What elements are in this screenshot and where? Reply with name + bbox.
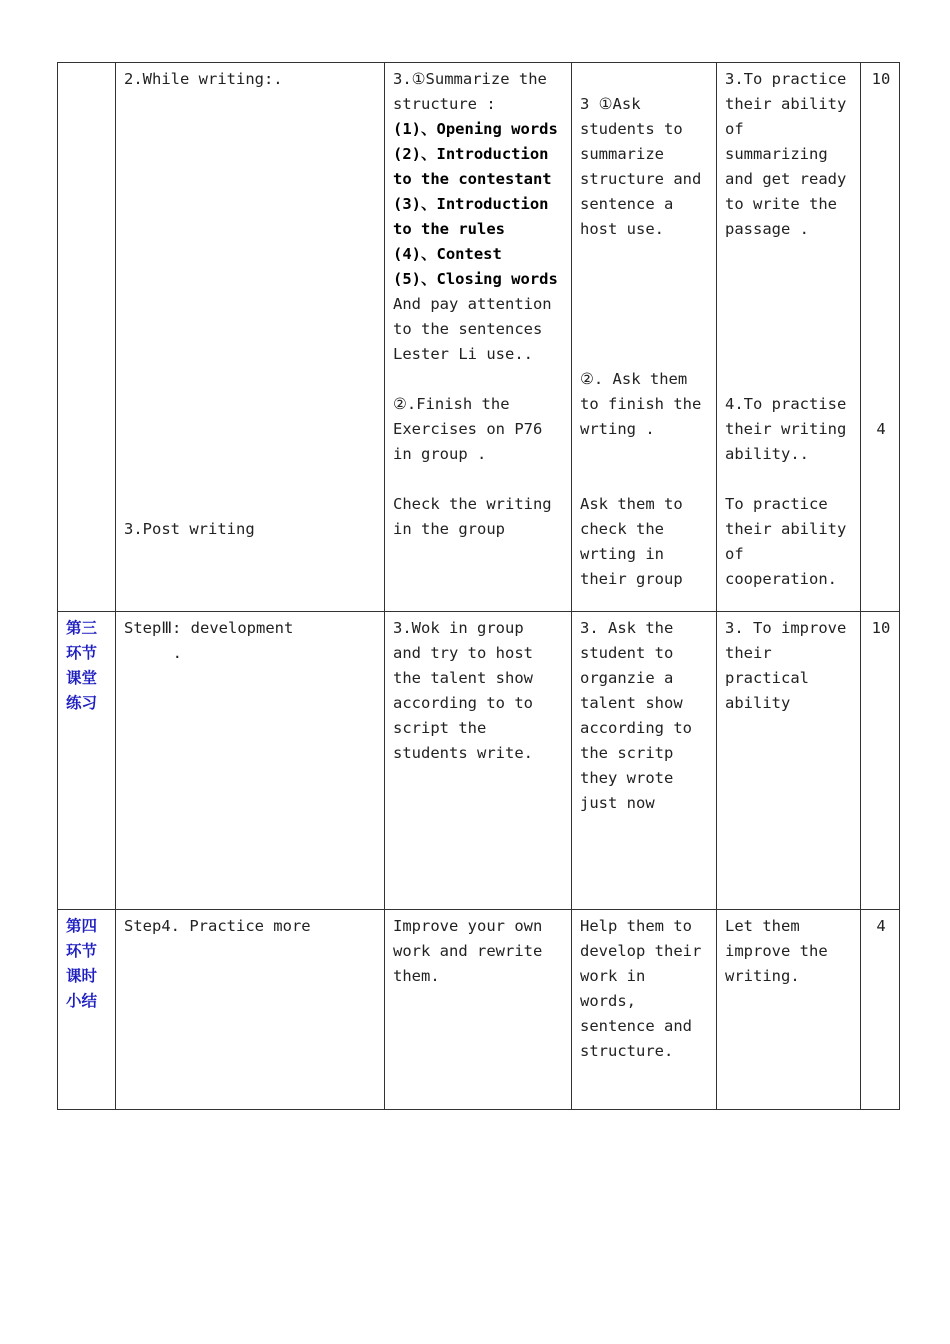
cell-line: 3.Wok in group — [393, 619, 524, 637]
step-text: 3.Post writing — [124, 520, 255, 538]
cell-line: 3. Ask the — [580, 619, 674, 637]
cell-line: to finish the — [580, 395, 702, 413]
cell-line: check the — [580, 520, 664, 538]
teacher-activity-cell — [572, 612, 717, 910]
cell-line: students write. — [393, 744, 533, 762]
cell-line: (5)、Closing words — [393, 270, 558, 288]
step-cell — [116, 63, 385, 612]
cell-line: Let them — [725, 917, 800, 935]
cell-line: passage . — [725, 220, 809, 238]
cell-line: students to — [580, 120, 683, 138]
cell-line: in the group — [393, 520, 505, 538]
cell-line: (4)、Contest — [393, 245, 502, 263]
cell-line: words, — [580, 992, 636, 1010]
cell-line: Lester Li use.. — [393, 345, 533, 363]
cell-line: in group . — [393, 445, 487, 463]
section-label: 课时 — [66, 967, 98, 985]
cell-line: them. — [393, 967, 440, 985]
cell-line: wrting in — [580, 545, 664, 563]
cell-line: ability.. — [725, 445, 809, 463]
minutes-value: 10 — [871, 619, 891, 637]
step-cell — [116, 612, 385, 910]
cell-line: and try to host — [393, 644, 533, 662]
cell-line: according to to — [393, 694, 533, 712]
cell-line: improve the — [725, 942, 828, 960]
cell-line: of — [725, 120, 744, 138]
cell-line: just now — [580, 794, 655, 812]
cell-line: sentence and — [580, 1017, 692, 1035]
section-label: 环节 — [66, 644, 98, 662]
cell-line: their — [725, 644, 772, 662]
cell-line: Help them to — [580, 917, 692, 935]
table-row — [58, 910, 900, 1110]
cell-line: 3.To practice — [725, 70, 847, 88]
cell-line: Improve your own — [393, 917, 543, 935]
cell-line: Ask them to — [580, 495, 683, 513]
cell-line: work in — [580, 967, 646, 985]
section-label: 第三 — [66, 619, 98, 637]
cell-line: ability — [725, 694, 791, 712]
cell-line: structure : — [393, 95, 496, 113]
student-activity-cell — [385, 910, 572, 1110]
section-cell — [58, 612, 116, 910]
cell-line: and get ready — [725, 170, 847, 188]
cell-line: they wrote — [580, 769, 674, 787]
cell-line: sentence a — [580, 195, 674, 213]
cell-line: organzie a — [580, 669, 674, 687]
minutes-cell — [861, 910, 900, 1110]
cell-line: (2)、Introduction to the contestant — [393, 145, 552, 188]
cell-line: their ability — [725, 95, 847, 113]
section-cell — [58, 63, 116, 612]
lesson-plan-table — [57, 62, 900, 1110]
cell-line: host use. — [580, 220, 664, 238]
step-text: Step4. Practice more — [124, 917, 311, 935]
cell-line: their group — [580, 570, 683, 588]
cell-line: the scritp — [580, 744, 674, 762]
step-text: 2.While writing:. — [124, 70, 283, 88]
cell-line: cooperation. — [725, 570, 837, 588]
section-label: 课堂 — [66, 669, 98, 687]
minutes-value: 4 — [876, 420, 886, 438]
minutes-value: 4 — [876, 917, 886, 935]
cell-line: And pay attention — [393, 295, 552, 313]
cell-line: their writing — [725, 420, 847, 438]
cell-line: 3 ①Ask — [580, 95, 641, 113]
cell-line: wrting . — [580, 420, 655, 438]
cell-line: ②.Finish the — [393, 395, 510, 413]
section-label: 练习 — [66, 694, 98, 712]
cell-line: To practice — [725, 495, 828, 513]
section-cell — [58, 910, 116, 1110]
cell-line: 3.①Summarize the — [393, 70, 547, 88]
cell-line: Check the writing — [393, 495, 552, 513]
teacher-activity-cell — [572, 63, 717, 612]
cell-line: of — [725, 545, 744, 563]
teacher-activity-cell — [572, 910, 717, 1110]
table-row — [58, 612, 900, 910]
cell-line: writing. — [725, 967, 800, 985]
step-cell — [116, 910, 385, 1110]
cell-line: according to — [580, 719, 692, 737]
cell-line: student to — [580, 644, 674, 662]
cell-line: to the sentences — [393, 320, 543, 338]
step-text: . — [154, 644, 183, 662]
cell-line: ②. Ask them — [580, 370, 688, 388]
cell-line: 4.To practise — [725, 395, 847, 413]
cell-line: summarize — [580, 145, 664, 163]
purpose-cell — [717, 910, 861, 1110]
step-text: StepⅢ: development — [124, 619, 294, 637]
student-activity-cell — [385, 612, 572, 910]
cell-line: script the — [393, 719, 487, 737]
section-label: 小结 — [66, 992, 98, 1010]
cell-line: their ability — [725, 520, 847, 538]
cell-line: talent show — [580, 694, 683, 712]
cell-line: practical — [725, 669, 809, 687]
cell-line: structure. — [580, 1042, 674, 1060]
minutes-cell — [861, 63, 900, 612]
cell-line: work and rewrite — [393, 942, 543, 960]
cell-line: (1)、Opening words — [393, 120, 558, 138]
cell-line: summarizing — [725, 145, 828, 163]
table-row — [58, 63, 900, 612]
student-activity-cell — [385, 63, 572, 612]
purpose-cell — [717, 63, 861, 612]
section-label: 环节 — [66, 942, 98, 960]
cell-line: 3. To improve — [725, 619, 847, 637]
minutes-value: 10 — [871, 70, 891, 88]
cell-line: Exercises on P76 — [393, 420, 543, 438]
cell-line: the talent show — [393, 669, 533, 687]
cell-line: to write the — [725, 195, 837, 213]
cell-line: (3)、Introduction to the rules — [393, 195, 549, 238]
cell-line: develop their — [580, 942, 702, 960]
minutes-cell — [861, 612, 900, 910]
section-label: 第四 — [66, 917, 98, 935]
cell-line: structure and — [580, 170, 702, 188]
purpose-cell — [717, 612, 861, 910]
